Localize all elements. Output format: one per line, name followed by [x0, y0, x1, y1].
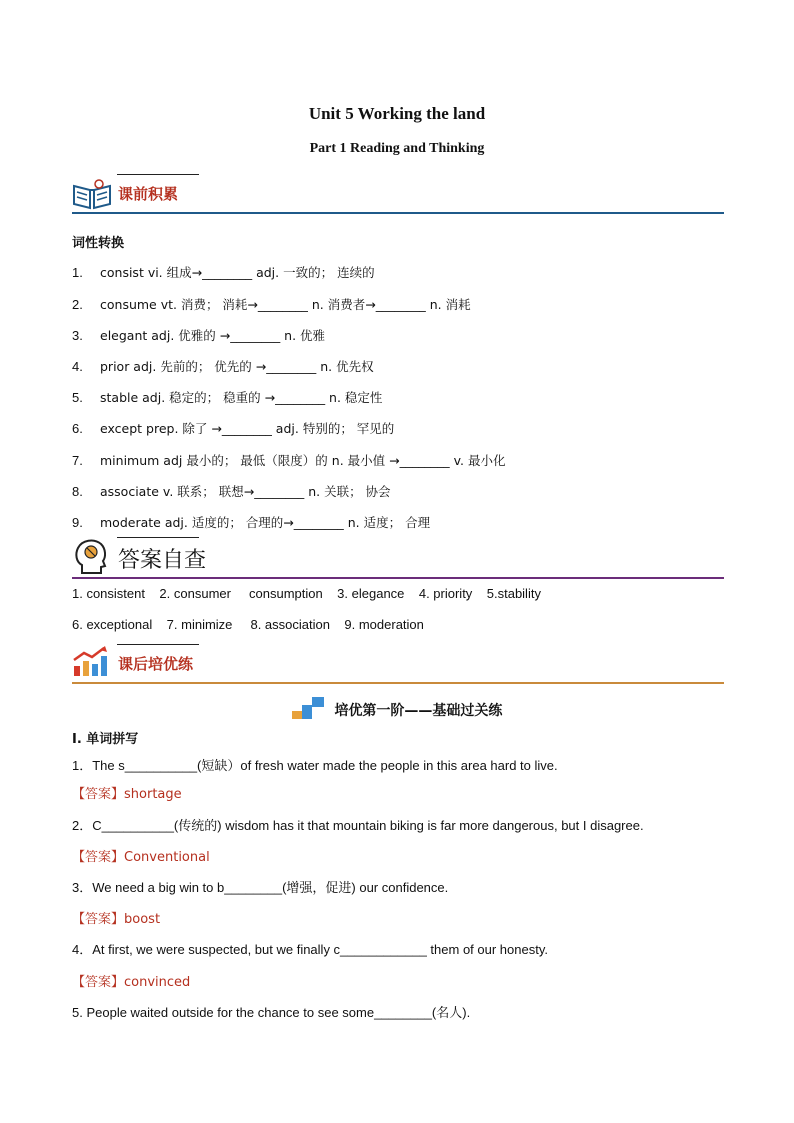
- section-rule: [72, 577, 724, 579]
- practice-level-heading: [0, 697, 794, 725]
- list-item: [72, 295, 471, 313]
- section-rule: [72, 682, 724, 684]
- item-text: except prep. 除了 →________ adj. 特别的； 罕见的: [100, 421, 395, 436]
- growth-chart-icon: [72, 646, 108, 683]
- answer-value: shortage: [124, 787, 182, 802]
- section-rule: [72, 212, 724, 214]
- section-label: 课后培优练: [118, 655, 194, 673]
- word-forms-heading: 词性转换: [72, 236, 125, 251]
- item-number: 1.: [72, 265, 83, 280]
- answer-prefix: 【答案】: [72, 787, 125, 802]
- section-header-pre-class: [72, 174, 724, 214]
- item-text: consist vi. 组成→________ adj. 一致的； 连续的: [100, 265, 375, 280]
- question-item: 4．At first, we were suspected, but we finally c____________ them of our honesty.: [72, 942, 548, 957]
- question-item: 5. People waited outside for the chance to see some________(名人).: [72, 1005, 471, 1020]
- answer-item: [72, 971, 190, 990]
- item-text: consume vt. 消费； 消耗→________ n. 消费者→________ n. 消耗: [100, 297, 471, 312]
- item-text: prior adj. 先前的； 优先的 →________ n. 优先权: [100, 359, 374, 374]
- item-number: 9.: [72, 515, 83, 530]
- section-header-after-class: [72, 644, 724, 684]
- list-item: [72, 451, 505, 469]
- item-text: elegant adj. 优雅的 →________ n. 优雅: [100, 328, 326, 343]
- item-number: 7.: [72, 453, 83, 468]
- book-icon: [72, 178, 112, 215]
- item-number: 5.: [72, 390, 83, 405]
- section-header-answer-check: [72, 537, 724, 579]
- answer-item: [72, 846, 210, 865]
- item-number: 8.: [72, 484, 83, 499]
- answer-prefix: 【答案】: [72, 975, 125, 990]
- answer-item: [72, 783, 182, 802]
- part-title: I. 单词拼写: [72, 732, 139, 747]
- answer-prefix: 【答案】: [72, 912, 125, 927]
- answer-item: [72, 908, 160, 927]
- list-item: [72, 482, 391, 500]
- section-label: 课前积累: [118, 185, 179, 203]
- answer-value: boost: [124, 912, 161, 927]
- document-subtitle: Part 1 Reading and Thinking: [309, 141, 485, 156]
- answer-key-line: 1. consistent 2. consumer consumption 3. elegance 4. priority 5.stability: [72, 586, 541, 601]
- decorative-line: [117, 644, 199, 645]
- answer-prefix: 【答案】: [72, 850, 125, 865]
- section-label: 答案自查: [118, 548, 207, 573]
- question-item: 2．C__________(传统的) wisdom has it that mountain biking is far more dangerous, but I disagree.: [72, 818, 644, 833]
- answer-value: Conventional: [124, 850, 210, 865]
- item-number: 4.: [72, 359, 83, 374]
- decorative-line: [117, 537, 199, 538]
- steps-icon: [292, 697, 326, 725]
- item-number: 3.: [72, 328, 83, 343]
- item-number: 2.: [72, 297, 83, 312]
- list-item: [72, 513, 430, 531]
- list-item: [72, 263, 375, 281]
- question-item: 3．We need a big win to b________(增强，促进) our confidence.: [72, 880, 449, 895]
- item-text: stable adj. 稳定的； 稳重的 →________ n. 稳定性: [100, 390, 383, 405]
- item-text: associate v. 联系； 联想→________ n. 关联； 协会: [100, 484, 391, 499]
- decorative-line: [117, 174, 199, 175]
- answer-value: convinced: [124, 975, 191, 990]
- item-text: moderate adj. 适度的； 合理的→________ n. 适度； 合理: [100, 515, 431, 530]
- item-number: 6.: [72, 421, 83, 436]
- document-title: Unit 5 Working the land: [308, 104, 486, 123]
- list-item: [72, 388, 382, 406]
- practice-heading-text: 培优第一阶——基础过关练: [334, 703, 503, 719]
- list-item: [72, 326, 325, 344]
- item-text: minimum adj 最小的； 最低（限度）的 n. 最小值 →________ v. 最小化: [100, 453, 506, 468]
- answer-key-line: 6. exceptional 7. minimize 8. association 9. moderation: [72, 617, 424, 632]
- list-item: [72, 419, 394, 437]
- list-item: [72, 357, 374, 375]
- head-thinking-icon: [74, 537, 108, 580]
- question-item: 1．The s__________(短缺）of fresh water made the people in this area hard to live.: [72, 758, 558, 773]
